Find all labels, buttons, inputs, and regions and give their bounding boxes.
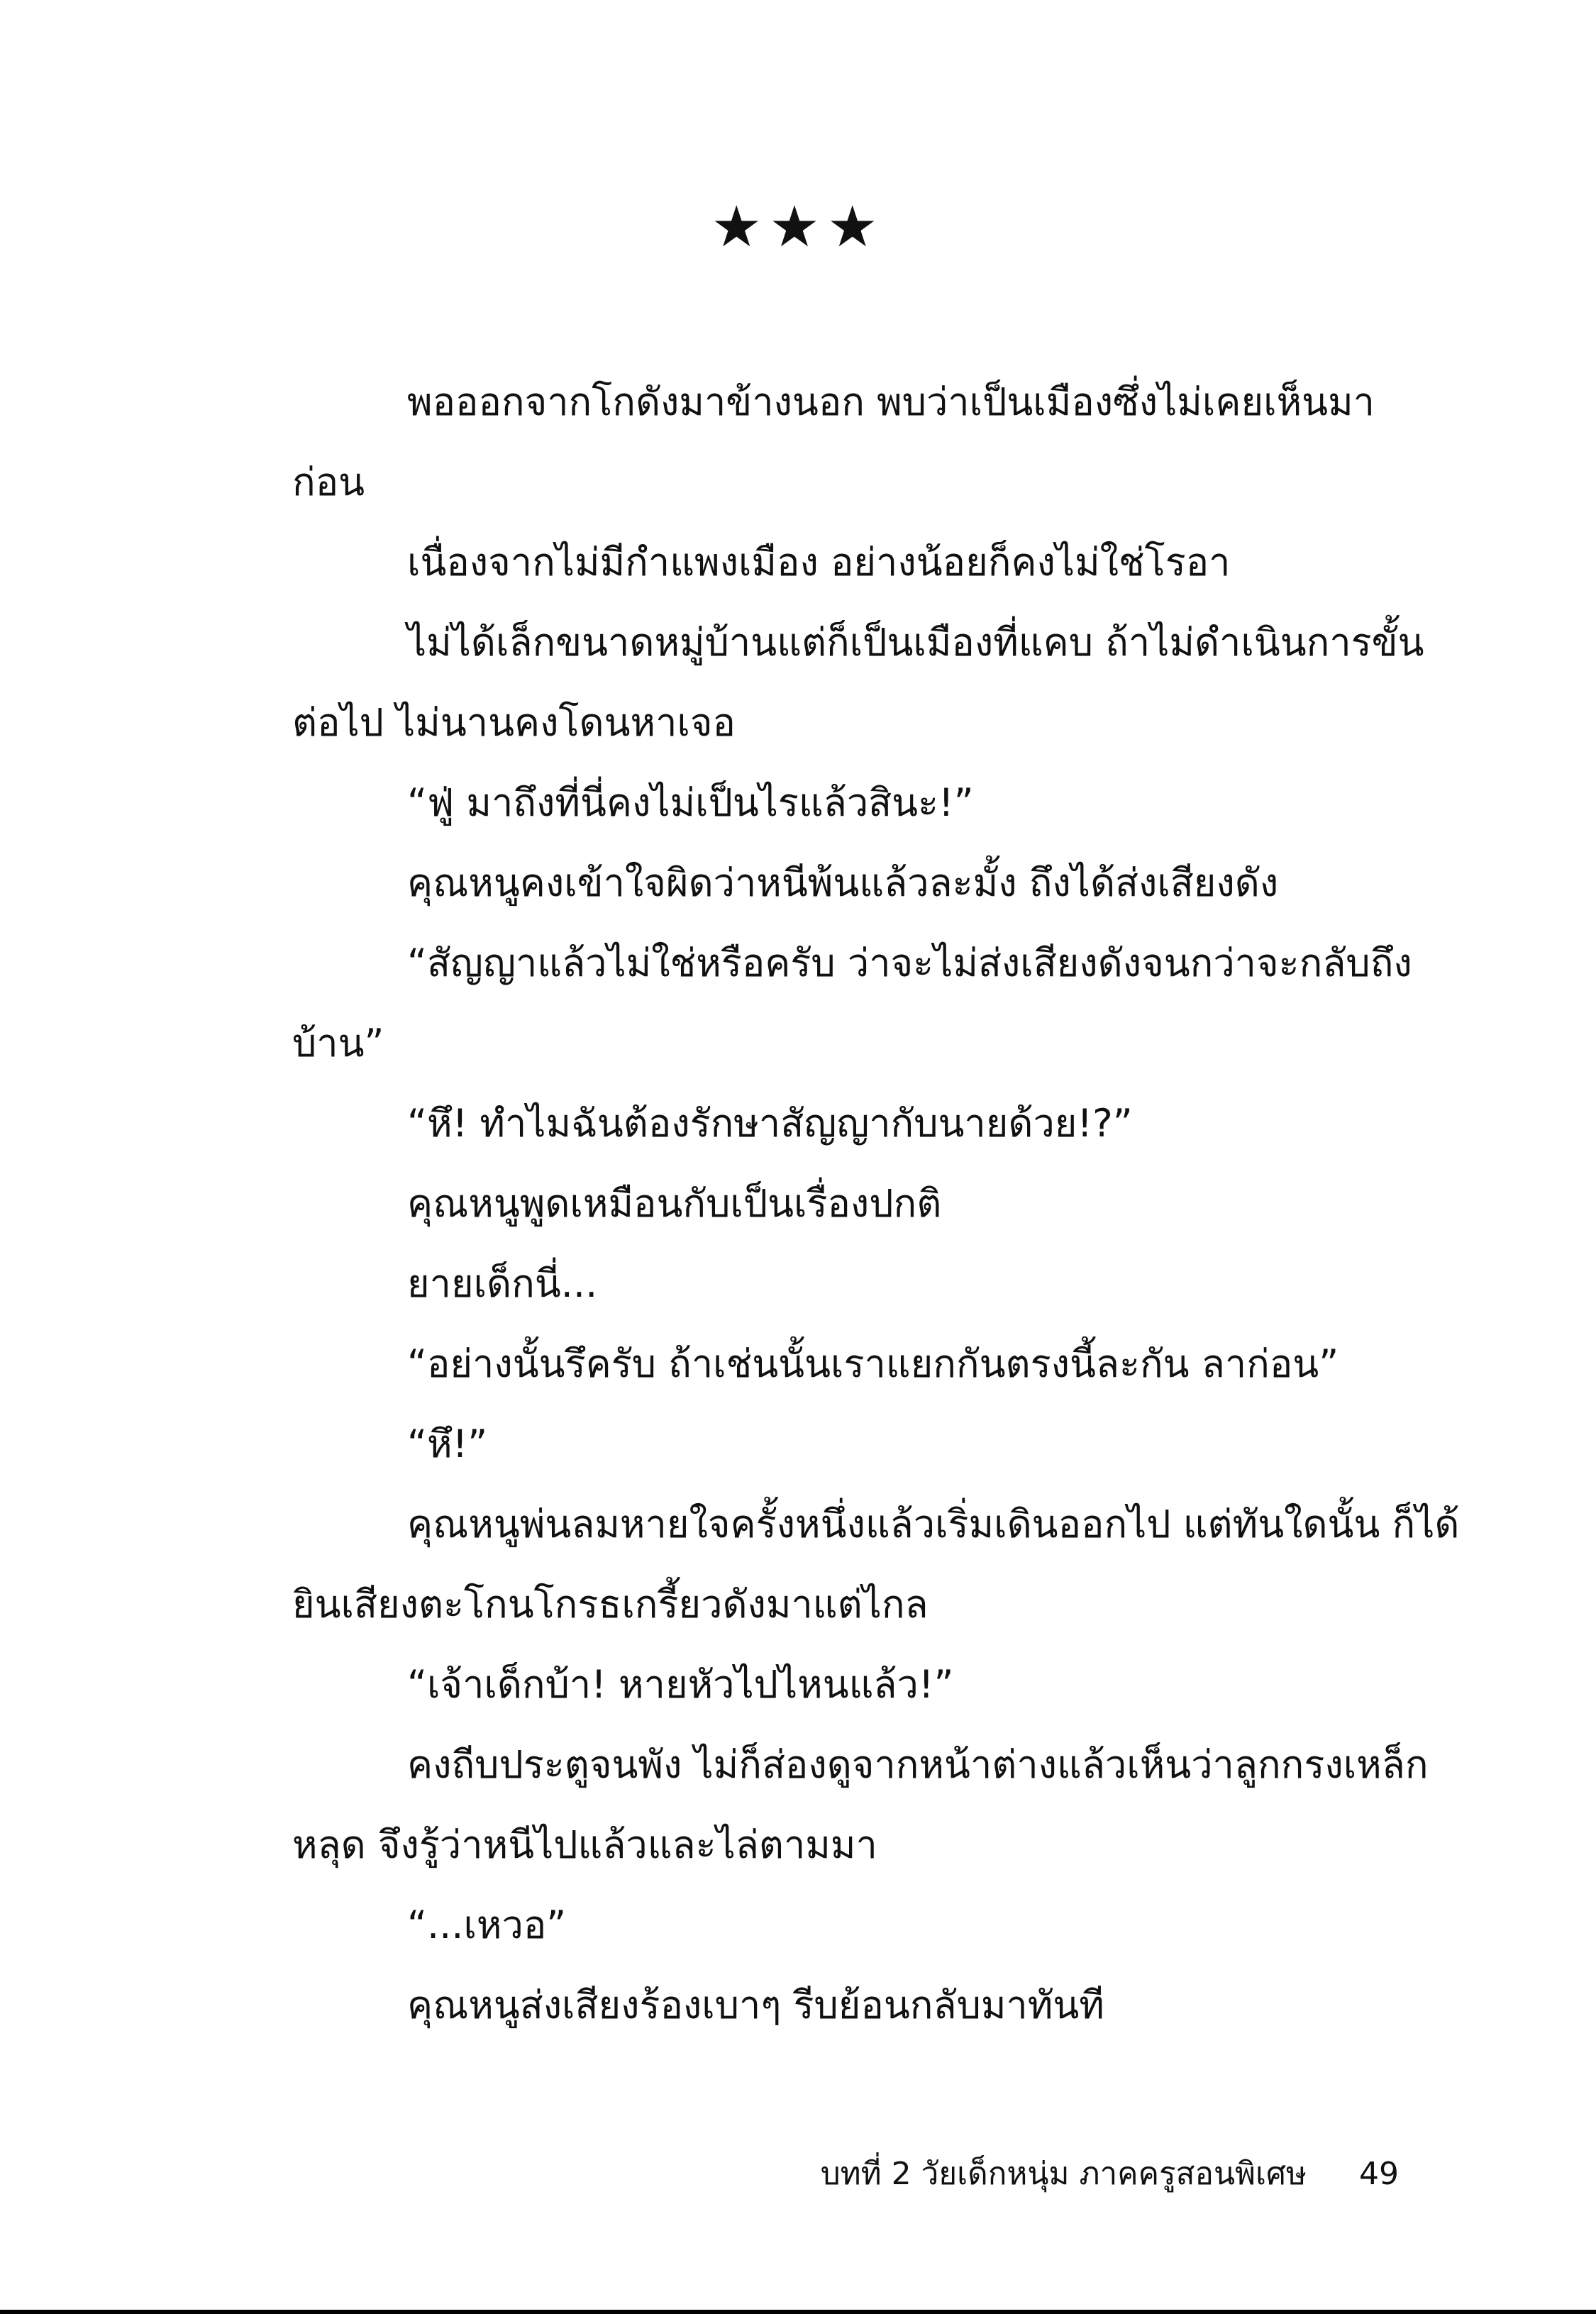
paragraph-line: คงถีบประตูจนพัง ไม่ก็ส่องดูจากหน้าต่างแล้วเห็นว่าลูกกรงเหล็ก [407,1742,1429,1787]
paragraph-line: คุณหนูคงเข้าใจผิดว่าหนีพ้นแล้วละมั้ง ถึงได้ส่งเสียงดัง [407,860,1279,905]
paragraph-line: หลุด จึงรู้ว่าหนีไปแล้วและไล่ตามมา [292,1822,877,1867]
paragraph-line: “...เหวอ” [407,1903,567,1947]
bottom-border [0,2310,1596,2314]
paragraph-line: “สัญญาแล้วไม่ใช่หรือครับ ว่าจะไม่ส่งเสียงดังจนกว่าจะกลับถึง [407,941,1412,985]
paragraph-line: ก่อน [292,460,365,504]
paragraph-line: ยินเสียงตะโกนโกรธเกรี้ยวดังมาแต่ไกล [292,1582,929,1627]
paragraph-line: “หึ!” [407,1422,488,1466]
body-text [292,362,1460,2045]
paragraph-line: คุณหนูพูดเหมือนกับเป็นเรื่องปกติ [407,1181,942,1226]
paragraph-line: ต่อไป ไม่นานคงโดนหาเจอ [292,700,736,745]
paragraph-line: คุณหนูส่งเสียงร้องเบาๆ รีบย้อนกลับมาทันที [407,1983,1104,2027]
paragraph-line: ไม่ได้เล็กขนาดหมู่บ้านแต่ก็เป็นเมืองที่แคบ ถ้าไม่ดำเนินการขั้น [407,620,1424,665]
paragraph-line: พอออกจากโกดังมาข้างนอก พบว่าเป็นเมืองซึ่งไม่เคยเห็นมา [407,380,1375,424]
page-footer [292,2149,1399,2199]
paragraph-line: “อย่างนั้นรึครับ ถ้าเช่นนั้นเราแยกกันตรงนี้ละกัน ลาก่อน” [407,1341,1339,1386]
paragraph-line: คุณหนูพ่นลมหายใจครั้งหนึ่งแล้วเริ่มเดินออกไป แต่ทันใดนั้น ก็ได้ [407,1502,1460,1546]
paragraph-line: “ฟู่ มาถึงที่นี่คงไม่เป็นไรแล้วสินะ!” [407,780,974,825]
paragraph-line: เนื่องจากไม่มีกำแพงเมือง อย่างน้อยก็คงไม่ใช่โรอา [407,540,1231,585]
paragraph-line: “เจ้าเด็กบ้า! หายหัวไปไหนแล้ว!” [407,1662,954,1707]
paragraph-line: “หึ! ทำไมฉันต้องรักษาสัญญากับนายด้วย!?” [407,1101,1133,1146]
paragraph-line: ยายเด็กนี่... [407,1261,598,1306]
paragraph-line: บ้าน” [292,1021,384,1065]
section-break-stars: ★★★ [711,194,885,260]
chapter-title: บทที่ 2 วัยเด็กหนุ่ม ภาคครูสอนพิเศษ [820,2156,1307,2192]
page-number: 49 [1359,2156,1399,2192]
